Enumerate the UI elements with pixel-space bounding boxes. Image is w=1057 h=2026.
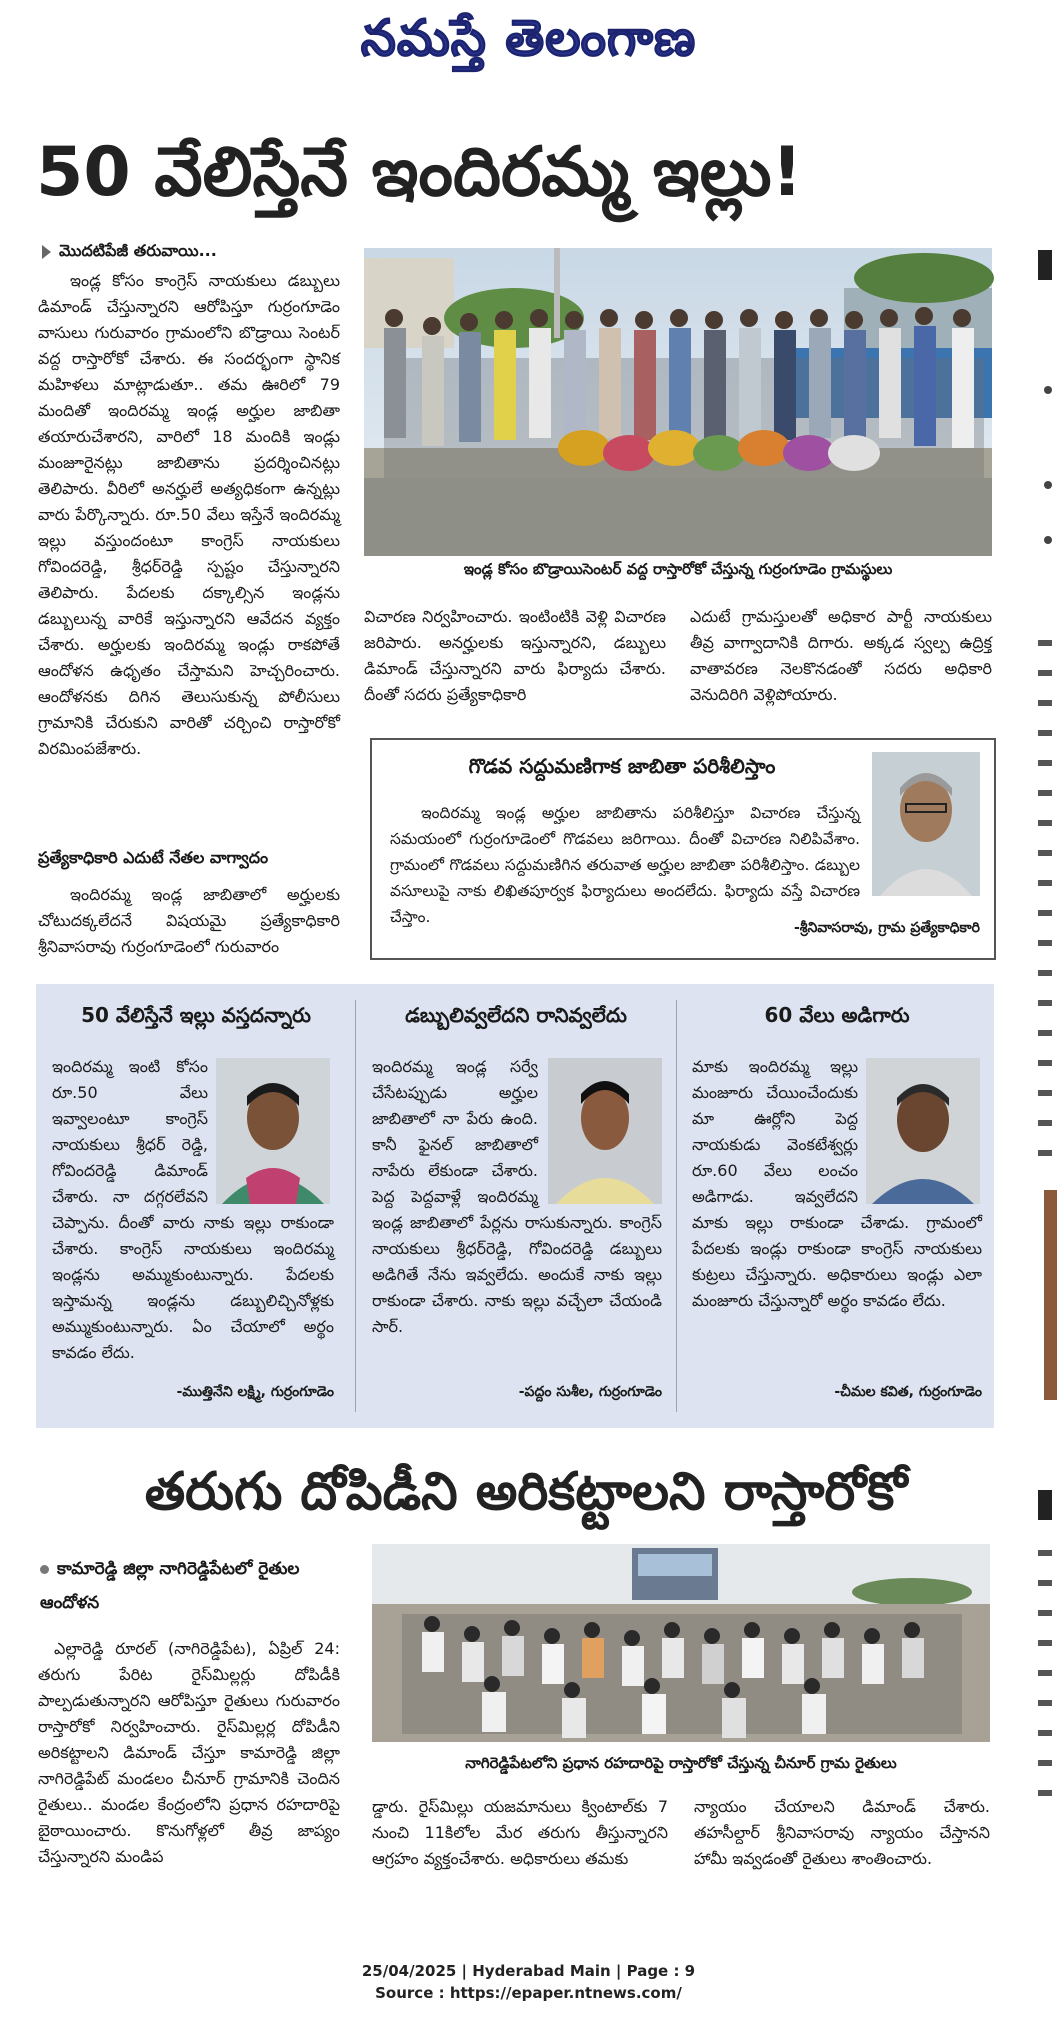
quote-2-title: డబ్బులివ్వలేదని రానివ్వలేదు [405,1003,627,1027]
official-portrait [872,752,980,896]
quote-2-float [538,1054,662,1204]
quote-3-float [858,1054,982,1204]
footer-source: Source : https://epaper.ntnews.com/ [375,1984,682,2002]
quote-1-body: ఇందిరమ్మ ఇంటి కోసం రూ.50 వేలు ఇవ్వాలంటూ కాంగ్రెస్ నాయకులు శ్రీధర్ రెడ్డి, గోవిందరెడ్డి డిమాండ్ చేశారు. నా దగ్గరలేవని చెప్పాను. దీంతో వారు నాకు ఇల్లు రాకుండా చేశారు. కాంగ్రెస్ నాయకులు ఇందిరమ్మ ఇండ్లను అమ్ముకుంటున్నారు. పేదలకు ఇస్తామన్న ఇండ్లను డబ్బులిచ్చినోళ్లకు అమ్ముకుంటున్నారు. ఏం చేయాలో అర్థం కావడం లేదు. [52,1057,334,1362]
lead-paragraph-2: ఇందిరమ్మ ఇండ్ల జాబితాలో అర్హులకు చోటుదక్కలేదనే విషయమై ప్రత్యేకాధికారి శ్రీనివాసరావు గుర్రంగూడెంలో గురువారం [38,885,340,956]
quote-2-signature: -పద్దం సుశీల, గుర్రంగూడెం [518,1384,662,1400]
story2-headline: తరుగు దోపిడీని అరికట్టాలని రాస్తారోకో [144,1462,908,1522]
footer-dateline: 25/04/2025 | Hyderabad Main | Page : 9 [361,1962,696,1980]
masthead-title: నమస్తే తెలంగాణ [360,8,697,67]
lead-column-2: విచారణ నిర్వహించారు. ఇంటింటికి వెళ్లి విచారణ జరిపారు. అనర్హులకు ఇస్తున్నారని, డబ్బులు డిమాండ్ చేస్తున్నారని వారు ఫిర్యాదు చేశారు. దీంతో సదరు ప్రత్యేకాధికారి [364,607,666,704]
quote-3-signature: -చీమల కవిత, గుర్రంగూడెం [834,1384,982,1400]
story2-subhead [40,1552,350,1620]
official-signature: -శ్రీనివాసరావు, గ్రామ ప్రత్యేకాధికారి [793,920,980,936]
official-box-title: గొడవ సద్దుమణిగాక జాబితా పరిశీలిస్తాం [468,754,776,778]
quotes-divider [355,1000,356,1412]
official-statement-box [370,738,996,960]
quote-3-body: మాకు ఇందిరమ్మ ఇల్లు మంజూరు చేయించేందుకు మా ఊర్లోని పెద్ద నాయకుడు వెంకటేశ్వర్లు రూ.60 వేలు లంచం అడిగాడు. ఇవ్వలేదని మాకు ఇల్లు రాకుండా చేశాడు. గ్రామంలో పేదలకు ఇండ్లు రాకుండా కాంగ్రెస్ నాయకులు కుట్రలు చేస్తున్నారు. అధికారులు ఇండ్లు ఎలా మంజూరు చేస్తున్నారో అర్థం కావడం లేదు. [692,1057,982,1310]
lead-column-3: ఎదుటే గ్రామస్తులతో అధికార పార్టీ నాయకులు తీవ్ర వాగ్వాదానికి దిగారు. అక్కడ స్వల్ప ఉద్రిక్త వాతావరణ నెలకొనడంతో సదరు అధికారి వెనుదిరిగి వెళ్లిపోయారు. [690,607,992,704]
lead-kicker-text: మొదటిపేజీ తరువాయి... [59,241,217,260]
quote-1-text [52,1054,334,1384]
photo-caption-villagers: ఇండ్ల కోసం బొడ్రాయిసెంటర్ వద్ద రాస్తారోకో చేస్తున్న గుర్రంగూడెం గ్రామస్థులు [463,560,893,578]
story2-column-1: ఎల్లారెడ్డి రూరల్ (నాగిరెడ్డిపేట), ఏప్రిల్ 24: తరుగు పేరిట రైస్‌మిల్లర్లు దోపిడీకి పాల్పడుతున్నారని ఆరోపిస్తూ రైతులు గురువారం రాస్తారోకో నిర్వహించారు. రైస్‌మిల్లర్ల దోపిడీని అరికట్టాలని డిమాండ్ చేస్తూ కామారెడ్డి జిల్లా నాగిరెడ్డిపేట్ మండలం చీనూర్ గ్రామానికి చెందిన రైతులు.. మండల కేంద్రంలోని ప్రధాన రహదారిపై బైఠాయించారు. కొనుగోళ్లలో తీవ్ర జాప్యం చేస్తున్నారని మండిప [38,1639,340,1866]
main-headline: 50 వేలిస్తేనే ఇందిరమ్మ ఇల్లు! [36,133,803,212]
quote-1-signature: -ముత్తినేని లక్ష్మి, గుర్రంగూడెం [176,1384,334,1400]
official-box-text: ఇందిరమ్మ ఇండ్ల అర్హుల జాబితాను పరిశీలిస్తూ విచారణ చేస్తున్న సమయంలో గుర్రంగూడెంలో గొడవలు జరిగాయి. దీంతో విచారణ నిలిపివేశాం. గ్రామంలో గొడవలు సద్దుమణిగిన తరువాత అర్హుల జాబితా పరిశీలిస్తాం. డబ్బుల వసూలుపై నాకు లిఖితపూర్వక ఫిర్యాదులు అందలేదు. ఫిర్యాదు వస్తే విచారణ చేస్తాం. [390,804,860,926]
quote-1-float [208,1054,334,1204]
quote-3-title: 60 వేలు అడిగారు [764,1003,910,1027]
quotes-divider [676,1000,677,1412]
protest-photo-farmers [372,1544,990,1742]
story2-subhead-text: కామారెడ్డి జిల్లా నాగిరెడ్డిపేటలో రైతుల ఆందోళన [40,1559,300,1613]
lead-kicker [42,240,342,262]
masthead [0,8,1057,72]
chevron-right-icon [42,245,51,259]
quote-1-title: 50 వేలిస్తేనే ఇల్లు వస్తదన్నారు [81,1003,311,1027]
lead-paragraph-1: ఇండ్ల కోసం కాంగ్రెస్ నాయకులు డబ్బులు డిమాండ్ చేస్తున్నారని ఆరోపిస్తూ గుర్రంగూడెం వాసులు గురువారం గ్రామంలోని బొడ్రాయి సెంటర్ వద్ద రాస్తారోకో చేశారు. ఈ సందర్భంగా స్థానిక మహిళలు మాట్లాడుతూ.. తమ ఊరిలో 79 మందితో ఇందిరమ్మ ఇండ్ల అర్హుల జాబితా తయారుచేశారని, వారిలో 18 మందికి ఇండ్లు మంజూరైనట్లు జాబితాను ప్రదర్శించినట్లు తెలిపారు. వీరిలో అనర్హులే అత్యధికంగా ఉన్నట్లు వారు పేర్కొన్నారు. రూ.50 వేలు ఇస్తేనే ఇందిరమ్మ ఇల్లు వస్తుందంటూ కాంగ్రెస్ నాయకులు గోవిందరెడ్డి, శ్రీధర్‌రెడ్డి స్పష్టం చేస్తున్నారని తెలిపారు. పేదలకు దక్కాల్సిన ఇండ్లను డబ్బులున్న వారికే ఇస్తున్నారని ఆవేదన వ్యక్తం చేశారు. అర్హులకు ఇందిరమ్మ ఇండ్లు రాకపోతే ఆందోళన ఉధృతం చేస్తామని హెచ్చరించారు. ఆందోళనకు దిగిన తెలుసుకున్న పోలీసులు గ్రామానికి చేరుకుని వారితో చర్చించి రాస్తారోకో విరమింపజేశారు. [38,271,340,758]
quote-3-text [692,1054,982,1384]
adjacent-column-edge [1032,230,1057,1930]
story2-column-2: డ్డారు. రైస్‌మిల్లు యజమానులు క్వింటాల్‌కు 7 నుంచి 11కిలోల మేర తరుగు తీస్తున్నారని ఆగ్రహం వ్యక్తంచేశారు. అధికారులు తమకు [372,1797,668,1868]
photo-caption-farmers: నాగిరెడ్డిపేటలోని ప్రధాన రహదారిపై రాస్తారోకో చేస్తున్న చీనూర్ గ్రామ రైతులు [465,1754,897,1772]
story2-column-3: న్యాయం చేయాలని డిమాండ్ చేశారు. తహసీల్దార్ శ్రీనివాసరావు న్యాయం చేస్తానని హామీ ఇవ్వడంతో రైతులు శాంతించారు. [694,1797,990,1868]
quote-2-text [372,1054,662,1384]
bullet-icon [40,1565,49,1574]
quote-2-body: ఇందిరమ్మ ఇండ్ల సర్వే చేసేటప్పుడు అర్హుల జాబితాలో నా పేరు ఉంది. కానీ ఫైనల్ జాబితాలో నాపేరు లేకుండా చేశారు. పెద్ద పెద్దవాళ్లే ఇందిరమ్మ ఇండ్ల జాబితాలో పేర్లను రాసుకున్నారు. కాంగ్రెస్ నాయకులు శ్రీధర్‌రెడ్డి, గోవిందరెడ్డి డబ్బులు అడిగితే నేను ఇవ్వలేదు. అందుకే నాకు ఇల్లు రాకుండా చేశారు. నాకు ఇల్లు వచ్చేలా చేయండి సార్. [372,1057,662,1336]
protest-photo-villagers [364,248,992,556]
lead-subhead: ప్రత్యేకాధికారి ఎదుటే నేతల వాగ్వాదం [38,848,269,867]
